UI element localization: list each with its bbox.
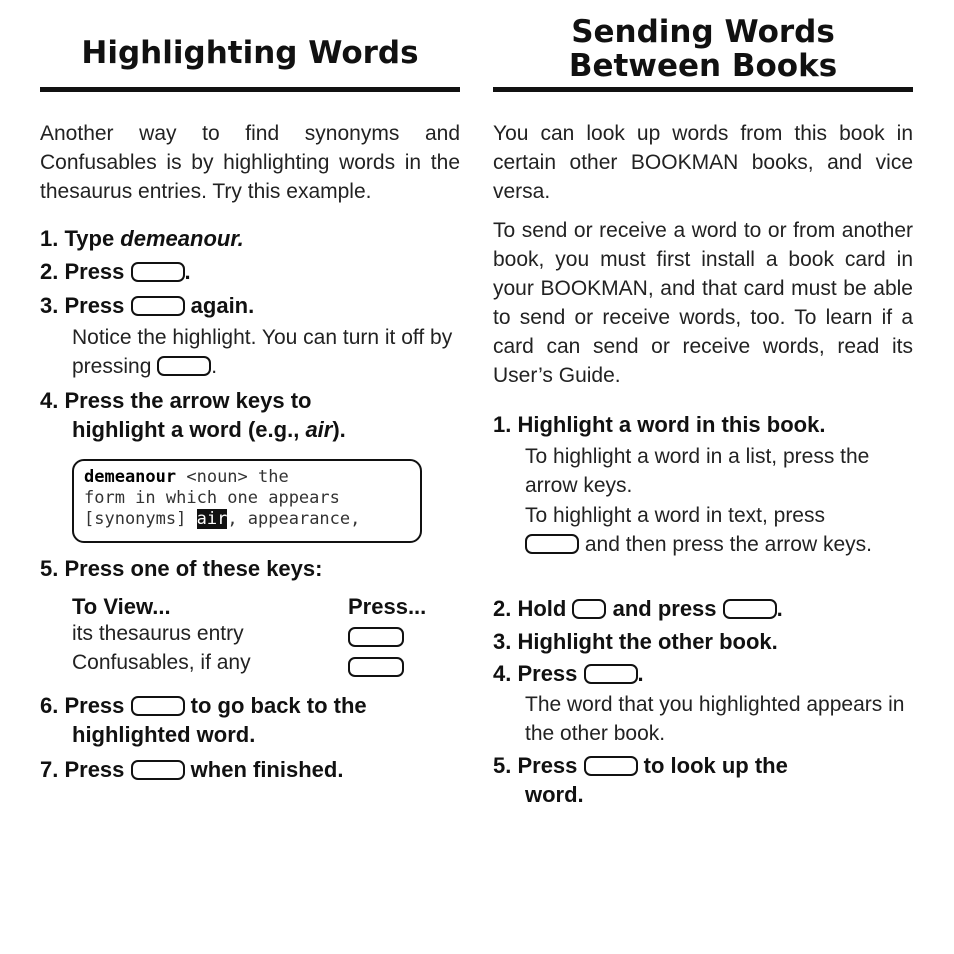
step-2 — [493, 594, 913, 623]
step-2 — [40, 257, 460, 286]
step-2-label: 2. Hold — [493, 596, 567, 621]
column-header-press: Press... — [348, 594, 427, 619]
screen-line-2: form in which one appears — [84, 488, 340, 508]
key-icon — [157, 356, 211, 376]
intro-paragraph-2: To send or receive a word to or from another book, you must first install a book card in your BOOKMAN, and that card must be able to send or receive words, too. To learn if a card can send or receive words, read its User’s Guide. — [493, 219, 913, 387]
step-4 — [493, 659, 913, 688]
step-3-note-text: Notice the highlight. You can turn it off by pressing — [72, 326, 453, 378]
step-7-text: when finished. — [190, 757, 344, 782]
key-icon — [131, 696, 185, 716]
heading-rule — [493, 87, 913, 92]
key-icon — [131, 296, 185, 316]
row-confusables: Confusables, if any — [72, 651, 251, 674]
step-4-word: air — [305, 417, 333, 442]
step-1-note-a: To highlight a word in a list, press the arrow keys. — [525, 445, 870, 497]
step-5 — [493, 751, 913, 809]
step-4-end: ). — [332, 417, 346, 442]
step-1 — [40, 224, 460, 253]
step-3-note — [72, 323, 462, 381]
step-1-label: 1. Type — [40, 226, 121, 251]
screen-line-1 — [84, 467, 420, 488]
screen-highlight: air — [196, 509, 228, 529]
screen-headword: demeanour — [84, 467, 177, 487]
step-4-note: The word that you highlighted appears in the other book. — [525, 693, 905, 745]
key-icon — [131, 760, 185, 780]
screen-line-3-b: , appearance, — [227, 509, 361, 529]
step-4-label: 4. Press — [493, 661, 578, 686]
step-5-text: to look up the — [643, 753, 788, 778]
step-2-end: . — [776, 596, 783, 621]
step-6-text: to go back to the — [190, 693, 367, 718]
step-7-label: 7. Press — [40, 757, 125, 782]
key-icon — [723, 599, 777, 619]
key-icon — [525, 534, 579, 554]
step-3-end: again. — [190, 293, 255, 318]
step-4-line1: 4. Press the arrow keys to — [40, 388, 312, 413]
row-thesaurus-entry: its thesaurus entry — [72, 622, 244, 645]
screen-line-3-a: [synonyms] — [84, 509, 197, 529]
step-1-note-b — [525, 501, 915, 559]
step-3: 3. Highlight the other book. — [493, 629, 778, 654]
step-3 — [40, 291, 460, 320]
step-7 — [40, 755, 460, 784]
step-6-line2: highlighted word. — [72, 722, 256, 747]
key-icon — [572, 599, 606, 619]
step-1-note-b-text: To highlight a word in text, press — [525, 504, 825, 527]
step-1-word: demeanour. — [120, 226, 244, 251]
intro-paragraph: Another way to find synonyms and Confusables is by highlighting words in the thesaurus entries. Try this example. — [40, 122, 460, 203]
heading-rule — [40, 87, 460, 92]
intro-paragraph-1: You can look up words from this book in certain other BOOKMAN books, and vice versa. — [493, 122, 913, 203]
heading-line-1: Sending Words — [571, 14, 835, 50]
step-6 — [40, 691, 460, 749]
screen-line-1-rest: <noun> the — [176, 467, 289, 487]
step-5-line2: word. — [525, 782, 584, 807]
step-4-line2 — [40, 415, 460, 444]
step-5-label: 5. Press — [493, 753, 578, 778]
key-icon — [584, 756, 638, 776]
step-3-label: 3. Press — [40, 293, 125, 318]
step-5: 5. Press one of these keys: — [40, 556, 323, 581]
step-6-label: 6. Press — [40, 693, 125, 718]
screen-line-3 — [84, 509, 420, 530]
step-4 — [40, 386, 460, 444]
step-4-text: highlight a word (e.g., — [72, 417, 306, 442]
step-4-end: . — [637, 661, 644, 686]
key-icon — [348, 657, 404, 677]
key-icon — [348, 627, 404, 647]
step-1-note-b-rest: and then press the arrow keys. — [584, 533, 872, 556]
device-screen — [72, 459, 422, 543]
step-2-text: and press — [612, 596, 717, 621]
key-icon — [584, 664, 638, 684]
step-1: 1. Highlight a word in this book. — [493, 412, 826, 437]
step-2-label: 2. Press — [40, 259, 125, 284]
section-heading-highlighting: Highlighting Words — [81, 35, 419, 71]
section-heading-sending — [493, 15, 913, 83]
column-header-view: To View... — [72, 594, 171, 619]
key-icon — [131, 262, 185, 282]
step-3-note-end: . — [211, 355, 218, 378]
heading-line-2: Between Books — [568, 48, 838, 84]
step-2-end: . — [184, 259, 191, 284]
